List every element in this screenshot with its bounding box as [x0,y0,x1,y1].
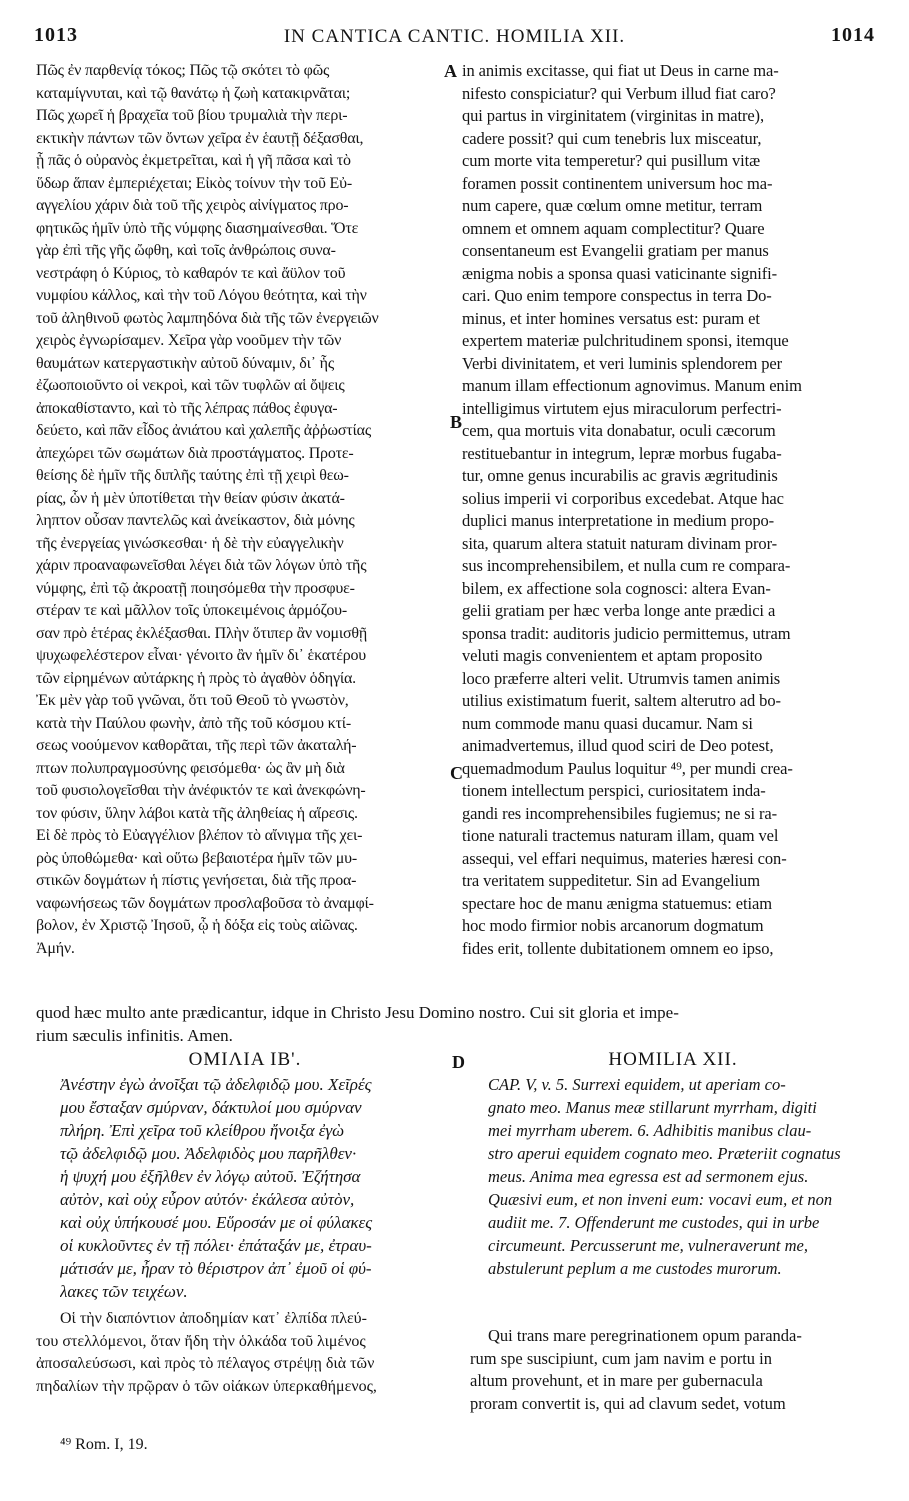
latin-text-line: solius imperii vi corporibus excedebat. Atque hac [462,488,784,508]
greek-text-line: Ἐκ μὲν γὰρ τοῦ γνῶναι, ὅτι τοῦ Θεοῦ τὸ γνωστὸν, [36,692,349,709]
latin-text-line: num capere, quæ cœlum omne metitur, terram [462,196,763,215]
greek-text-line: κατὰ τὴν Παύλου φωνὴν, ἀπὸ τῆς τοῦ κόσμου κτί- [36,714,351,732]
latin-text-line: veluti magis convenientem et aptam proposito [462,646,763,665]
greek-text-line: ληπτον οὖσαν παντελῶς καὶ ἀνείκαστον, διὰ μόνης [36,512,355,529]
latin-text-line: tione naturali tractemus naturam illam, quam vel [462,826,779,845]
latin-text-line: quemadmodum Paulus loquitur ⁴⁹, per mundi crea- [462,758,793,778]
greek-text-line: ἐζωοποιοῦντο οἱ νεκροὶ, καὶ τῶν τυφλῶν αἱ ὄψεις [36,377,345,394]
greek-text-line: στικῶν δογμάτων ἡ πίστις γενήσεται, διὰ τῆς προα- [36,872,357,889]
latin-scripture-line: CAP. V, v. 5. Surrexi equidem, ut aperiam co- [488,1075,786,1094]
greek-text-line: χάριν προαναφωνεῖσθαι λέγει διὰ τῶν λόγων ὑπὸ τῆς [36,557,367,574]
latin-scripture-line: audiit me. 7. Offenderunt me custodes, qui in urbe [488,1213,820,1232]
greek-homily-body-line: πηδαλίων τὴν πρῷραν ὁ τῶν οἰάκων ὑπερκαθήμενος, [36,1377,377,1395]
latin-homily-body-line: proram convertit is, qui ad clavum sedet, votum [470,1393,786,1413]
greek-text-line: τοῦ φυσιολογεῖσθαι τὴν ἀνέφικτόν τε καὶ ἀνεκφώνη- [36,782,366,799]
latin-text-line: duplici manus interpretatione in medium propo- [462,511,775,530]
greek-text-line: χειρὸς ἐγνωρίσαμεν. Χεῖρα γὰρ νοοῦμεν τὴν τῶν [36,332,342,349]
greek-scripture-line: μου ἔσταξαν σμύρναν, δάκτυλοί μου σμύρναν [60,1098,362,1117]
greek-text-line: φητικῶς ἡμῖν ὑπὸ τῆς νύμφης διασημαίνεσθαι. Ὅτε [36,219,359,237]
greek-text-column [36,60,454,960]
latin-homily-body-line: rum spe suscipiunt, cum jam navim e portu in [470,1348,772,1368]
latin-text-line: Verbi divinitatem, et veri luminis splendorem per [462,353,782,373]
greek-text-line: τοῦ ἀληθινοῦ φωτὸς λαμπηδόνα διὰ τῆς τῶν ἐνεργειῶν [36,309,379,327]
greek-text-line: τῶν εἰρημένων αὐτάρκης ἡ πρὸς τὸ ἀγαθὸν ὁδηγία. [36,669,356,687]
latin-text-line: animadvertemus, illud quod sciri de Deo potest, [462,736,774,755]
greek-text-line: ρὸς ὑποθώμεθα· καὶ οὕτω βεβαιοτέρα ἡμῖν τῶν μυ- [36,849,357,867]
greek-scripture-line: λακες τῶν τειχέων. [60,1282,188,1301]
latin-text-line: cum morte vita temperetur? qui pusillum vitæ [462,151,761,170]
greek-text-line: θαυμάτων κατεργαστικὴν αὐτοῦ δύναμιν, δι᾽ ἧς [36,354,334,372]
latin-text-line: ænigma nobis a sponsa quasi vaticinante signifi- [462,263,778,283]
greek-homily-title: ΟΜΙΛΙΑ ΙΒ'. [188,1049,302,1070]
latin-scripture-line: circumeunt. Percusserunt me, vulneraverunt me, [488,1236,808,1255]
page-header [0,10,909,47]
latin-text-line: gelii gratiam per hæc verba longe ante prædici a [462,601,776,620]
latin-scripture-line: gnato meo. Manus meæ stillarunt myrrham, digiti [488,1098,817,1117]
latin-text-column [462,60,876,960]
latin-text-line: in animis excitasse, qui fiat ut Deus in carne ma- [462,61,779,80]
section-marker-a: A [444,61,457,81]
latin-text-line: expertem materiæ pulchritudinem sponsi, itemque [462,331,789,350]
spanning-line-2: rium sæculis infinitis. Amen. [36,1026,233,1045]
greek-text-line: βολον, ἐν Χριστῷ Ἰησοῦ, ᾧ ἡ δόξα εἰς τοὺς αἰῶνας. [36,917,358,934]
greek-scripture-line: καὶ οὐχ ὑπήκουσέ μου. Εὕροσάν με οἱ φύλακες [60,1213,373,1232]
latin-scripture-line: stro aperui equidem cognato meo. Præteriit cognatus [488,1144,841,1163]
latin-text-line: hoc modo firmior nobis arcanorum dogmatum [462,916,764,935]
greek-text-line: Εἰ δὲ πρὸς τὸ Εὐαγγέλιον βλέπον τὸ αἴνιγμα τῆς χει- [36,827,363,844]
running-title: IN CANTICA CANTIC. HOMILIA XII. [283,26,626,47]
greek-text-line: αγγελίου χάριν διὰ τοῦ τῆς χειρὸς αἰνίγματος προ- [36,197,349,214]
latin-text-line: utilius existimatum fuerit, saltem alterutro ad bo- [462,691,781,710]
latin-text-line: nifesto conspiciatur? qui Verbum illud fiat caro? [462,83,776,103]
latin-text-line: minus, et inter homines versatus est: puram et [462,308,760,328]
latin-text-line: cem, qua mortuis vita donabatur, oculi cæcorum [462,421,776,440]
greek-text-line: Πῶς ἐν παρθενίᾳ τόκος; Πῶς τῷ σκότει τὸ φῶς [36,62,330,79]
section-marker-c: C [450,763,463,783]
latin-text-line: assequi, vel effari nequimus, materies hæresi con- [462,848,787,868]
greek-homily-body-line: Οἱ τὴν διαπόντιον ἀποδημίαν κατ᾽ ἐλπίδα πλεύ- [60,1310,367,1327]
latin-scripture-line: abstulerunt peplum a me custodes murorum. [488,1259,782,1278]
latin-text-line: intelligimus virtutem ejus miraculorum perfectri- [462,398,782,418]
greek-scripture-line: πλήρη. Ἐπὶ χεῖρα τοῦ κλείθρου ἤνοιξα ἐγὼ [60,1121,345,1140]
latin-text-line: foramen possit continentem universum hoc ma- [462,173,773,193]
greek-homily-body-line: ἀποσαλεύσωσι, καὶ πρὸς τὸ πέλαγος στρέψῃ διὰ τῶν [36,1355,375,1372]
greek-text-line: εκτικὴν πάντων τῶν ὄντων χεῖρα ἐν ἑαυτῇ δέξασθαι, [36,129,364,147]
latin-text-line: spectare hoc de manu ænigma statuemus: etiam [462,893,772,913]
greek-scripture-line: αὐτὸν, καὶ οὐχ εὗρον αὐτόν· ἐκάλεσα αὐτὸν, [60,1190,355,1209]
greek-text-line: Ἀμήν. [36,939,75,957]
greek-text-line: ὕδωρ ἅπαν ἐμπεριέχεται; Εἰκὸς τοίνυν τὴν τοῦ Εὐ- [36,174,352,192]
latin-text-line: num commode manu quasi ducamur. Nam si [462,713,753,733]
latin-text-line: restituebantur in integrum, lepræ morbus fugaba- [462,443,782,463]
greek-text-line: νύμφης, ἐπὶ τῷ ἀκροατῇ ποιησόμεθα τὴν προσφυε- [36,579,355,597]
greek-text-line: ᾗ πᾶς ὁ οὐρανὸς ἐκμετρεῖται, καὶ ἡ γῆ πᾶσα καὶ τὸ [36,152,351,169]
greek-text-line: θείσης δὲ ἡμῖν τῆς διπλῆς ταύτης ἐπὶ τῇ χειρὶ θεω- [36,467,349,484]
latin-homily-body-line: Qui trans mare peregrinationem opum paranda- [488,1326,802,1345]
greek-text-line: σαν πρὸ ἑτέρας ἐκλέξασθαι. Πλὴν ὅτιπερ ἂν νομισθῇ [36,624,368,642]
greek-text-line: ψυχωφελέστερον εἶναι· γένοιτο ἂν ἡμῖν δι᾽ ἑκατέρου [36,647,367,664]
greek-text-line: ρίας, ὧν ἡ μὲν ὑποτίθεται τὴν θείαν φύσιν ἀκατά- [36,489,345,507]
latin-homily-title: HOMILIA XII. [608,1049,738,1070]
section-marker-b: B [450,412,463,432]
right-page-number: 1014 [831,24,875,46]
latin-text-line: fides erit, tollente dubitationem omnem eo ipso, [462,938,774,958]
greek-text-line: στέραν τε καὶ μᾶλλον τοῖς ὑποκειμένοις ἁρμόζου- [36,602,347,619]
section-marker-d: D [452,1052,465,1072]
greek-scripture-line: μάτισάν με, ἦραν τὸ θέριστρον ἀπ᾽ ἐμοῦ οἱ φύ- [60,1259,372,1278]
greek-scripture-line: τῷ ἀδελφιδῷ μου. Ἀδελφιδὸς μου παρῆλθεν· [60,1144,357,1163]
spanning-line-1: quod hæc multo ante prædicantur, idque in Christo Jesu Domino nostro. Cui sit gloria et impe- [36,1003,679,1022]
latin-text-line: bilem, ex affectione sola cognosci: altera Evan- [462,578,771,598]
footnote: ⁴⁹ Rom. I, 19. [60,1436,148,1453]
latin-text-line: sponsa tradit: auditoris judicio permittemus, utram [462,623,791,643]
latin-text-line: loco præferre alteri velit. Utrumvis tamen animis [462,668,781,688]
latin-homily-body-line: altum provehunt, et in mare per gubernacula [470,1371,763,1390]
latin-text-line: sita, quarum altera statuit naturam divinam pror- [462,533,778,553]
latin-text-line: cari. Quo enim tempore conspectus in terra Do- [462,286,772,305]
greek-text-line: νυμφίου κάλλος, καὶ τὴν τοῦ Λόγου θεότητα, καὶ τὴν [36,287,367,304]
greek-text-line: δεύετο, καὶ πᾶν εἶδος ἀνιάτου καὶ χαλεπῆς ἀῤῥωστίας [36,422,371,439]
left-page-number: 1013 [34,24,78,46]
greek-text-line: τον φύσιν, ὕλην λάβοι κατὰ τῆς ἀληθείας ἡ αἵρεσις. [36,804,358,822]
greek-text-line: ἀποκαθίσταντο, καὶ τὸ τῆς λέπρας πάθος ἐφυγα- [36,399,338,417]
greek-text-line: πτων πολυπραγμοσύνης φεισόμεθα· ὡς ἂν μὴ διὰ [36,759,345,777]
greek-text-line: Πῶς χωρεῖ ἡ βραχεῖα τοῦ βίου τρυμαλιὰ τὴν περι- [36,107,348,124]
latin-text-line: consentaneum est Evangelii gratiam per manus [462,241,769,260]
greek-scripture-line: Ἀνέστην ἐγὼ ἀνοῖξαι τῷ ἀδελφιδῷ μου. Χεῖρές [60,1075,372,1094]
greek-text-line: σεως νοούμενον καθορᾶται, τῆς περὶ τῶν ἀκαταλή- [36,737,357,754]
latin-text-line: omnem et omnem aquam complectitur? Quare [462,218,765,238]
greek-text-line: ἀπεχώρει τῶν σωμάτων διὰ προστάγματος. Προτε- [36,444,354,462]
greek-scripture-block [60,1073,460,1303]
latin-scripture-line: Quæsivi eum, et non inveni eum: vocavi eum, et non [488,1190,833,1209]
greek-text-line: τῆς ἐνεργείας γινώσκεσθαι· ἡ δὲ τὴν εὐαγγελικὴν [36,534,344,552]
greek-homily-body [36,1308,454,1398]
latin-text-line: manum illam effectionum agnovimus. Manum enim [462,376,802,395]
latin-text-line: sus incomprehensibilem, et nulla cum re compara- [462,556,791,575]
latin-text-line: gandi res incomprehensibiles fugiemus; ne si ra- [462,803,778,823]
latin-text-line: qui partus in virginitatem (virginitas in matre), [462,106,764,125]
greek-homily-body-line: του στελλόμενοι, ὅταν ἤδη τὴν ὁλκάδα τοῦ λιμένος [36,1332,366,1350]
greek-scripture-line: ἡ ψυχή μου ἐξῆλθεν ἐν λόγῳ αὐτοῦ. Ἐζήτησα [60,1167,361,1186]
latin-scripture-block [488,1073,878,1280]
latin-text-line: cadere possit? qui cum tenebris lux misceatur, [462,128,762,148]
latin-scripture-line: meus. Anima mea egressa est ad sermonem ejus. [488,1167,809,1186]
greek-scripture-line: οἱ κυκλοῦντες ἐν τῇ πόλει· ἐπάταξάν με, ἐτραυ- [60,1236,372,1255]
greek-text-line: γὰρ ἐπὶ τῆς γῆς ὤφθη, καὶ τοῖς ἀνθρώποις συνα- [36,242,336,259]
greek-text-line: νεστράφη ὁ Κύριος, τὸ καθαρόν τε καὶ ἄϋλον τοῦ [36,264,346,282]
greek-text-line: ναφωνήσεως τῶν δογμάτων προσλαβοῦσα τὸ ἀναμφί- [36,894,374,912]
latin-scripture-line: mei myrrham uberem. 6. Adhibitis manibus clau- [488,1121,812,1140]
latin-text-line: tra veritatem suppeditetur. Sin ad Evangelium [462,871,760,890]
latin-text-line: tionem intellectum perspici, curiositatem inda- [462,781,766,800]
greek-text-line: καταμίγνυται, καὶ τῷ θανάτῳ ἡ ζωὴ κατακιρνᾶται; [36,84,351,102]
latin-homily-body [470,1325,878,1415]
latin-text-line: tur, omne genus incurabilis ac gravis ægritudinis [462,466,778,485]
